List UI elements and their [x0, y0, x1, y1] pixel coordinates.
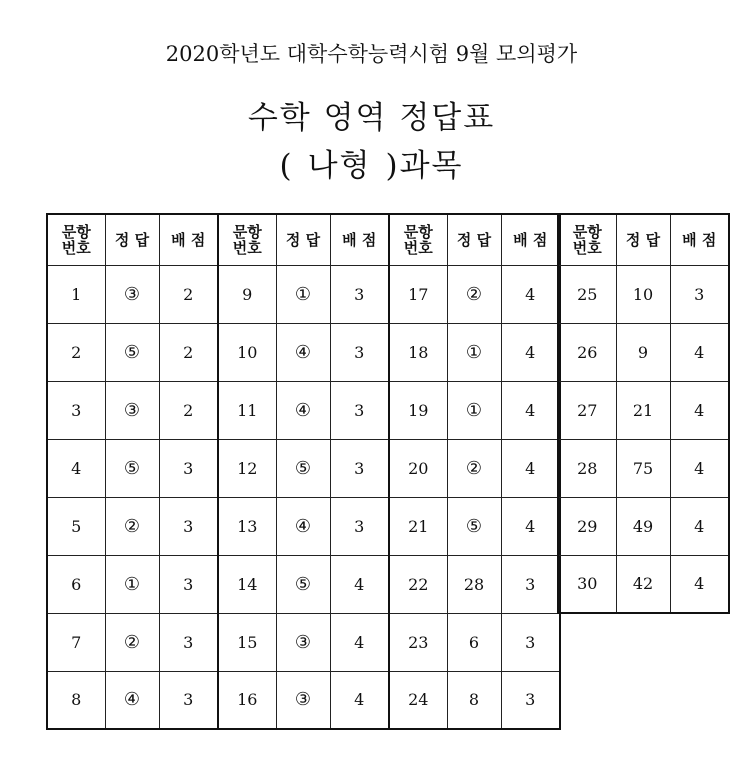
cell-answer: ⑤ [105, 323, 159, 381]
table-row [218, 439, 389, 497]
cell-answer: ⑤ [276, 555, 330, 613]
cell-score: 4 [501, 497, 560, 555]
table-row [47, 381, 218, 439]
cell-score: 3 [159, 671, 218, 729]
header-num: 문항 번호 [389, 214, 447, 265]
cell-answer: ⑤ [105, 439, 159, 497]
cell-num: 17 [389, 265, 447, 323]
cell-num: 26 [558, 323, 616, 381]
header-answer: 정 답 [276, 214, 330, 265]
cell-answer: ① [447, 323, 501, 381]
cell-num: 29 [558, 497, 616, 555]
cell-answer: ③ [276, 613, 330, 671]
header-answer: 정 답 [447, 214, 501, 265]
cell-answer: ⑤ [447, 497, 501, 555]
cell-answer: ③ [105, 381, 159, 439]
cell-num: 22 [389, 555, 447, 613]
cell-score: 3 [159, 613, 218, 671]
answer-group-3 [388, 213, 561, 730]
header-score: 배 점 [501, 214, 560, 265]
cell-score: 3 [670, 265, 729, 323]
cell-num: 21 [389, 497, 447, 555]
table-row [558, 265, 729, 323]
table-row [389, 265, 560, 323]
cell-answer: ② [447, 265, 501, 323]
cell-num: 28 [558, 439, 616, 497]
table-row [389, 497, 560, 555]
cell-score: 3 [159, 439, 218, 497]
cell-num: 2 [47, 323, 105, 381]
cell-score: 4 [670, 555, 729, 613]
cell-answer: ④ [276, 323, 330, 381]
cell-score: 2 [159, 323, 218, 381]
cell-answer: ⑤ [276, 439, 330, 497]
cell-score: 4 [670, 439, 729, 497]
cell-num: 18 [389, 323, 447, 381]
cell-score: 3 [501, 613, 560, 671]
table-row [558, 497, 729, 555]
cell-answer: ③ [105, 265, 159, 323]
cell-answer: 6 [447, 613, 501, 671]
table-row [218, 555, 389, 613]
header-num: 문항 번호 [47, 214, 105, 265]
cell-answer: ① [105, 555, 159, 613]
header-score: 배 점 [159, 214, 218, 265]
table-row [47, 265, 218, 323]
subject-type-open: ( [279, 148, 294, 184]
cell-score: 4 [670, 381, 729, 439]
table-row [389, 671, 560, 729]
table-row [389, 381, 560, 439]
cell-num: 16 [218, 671, 276, 729]
subject-type-close: )과목 [385, 148, 464, 184]
table-row [389, 555, 560, 613]
cell-num: 6 [47, 555, 105, 613]
table-row [218, 265, 389, 323]
table-row [389, 439, 560, 497]
cell-score: 4 [670, 323, 729, 381]
cell-score: 3 [330, 497, 389, 555]
table-row [218, 671, 389, 729]
table-row [218, 381, 389, 439]
header-answer: 정 답 [616, 214, 670, 265]
cell-answer: ④ [276, 381, 330, 439]
cell-num: 19 [389, 381, 447, 439]
cell-score: 3 [159, 555, 218, 613]
cell-num: 7 [47, 613, 105, 671]
answer-group-4 [557, 213, 730, 614]
header-answer: 정 답 [105, 214, 159, 265]
cell-answer: ② [447, 439, 501, 497]
cell-num: 8 [47, 671, 105, 729]
header-num: 문항 번호 [218, 214, 276, 265]
subject-type: 나형 [307, 148, 372, 184]
cell-score: 3 [501, 671, 560, 729]
cell-score: 4 [330, 671, 389, 729]
table-row [218, 497, 389, 555]
table-row [47, 323, 218, 381]
header-score: 배 점 [330, 214, 389, 265]
table-row [218, 613, 389, 671]
cell-num: 1 [47, 265, 105, 323]
cell-score: 2 [159, 265, 218, 323]
cell-score: 4 [501, 381, 560, 439]
cell-answer: ② [105, 497, 159, 555]
table-row [389, 323, 560, 381]
table-row [218, 323, 389, 381]
table-row [389, 613, 560, 671]
cell-score: 4 [330, 555, 389, 613]
exam-title: 2020학년도 대학수학능력시험 9월 모의평가 [165, 42, 578, 66]
cell-score: 4 [501, 439, 560, 497]
subject-type-line [0, 140, 743, 185]
table-row [47, 613, 218, 671]
cell-score: 3 [330, 323, 389, 381]
cell-num: 30 [558, 555, 616, 613]
cell-answer: ① [276, 265, 330, 323]
answer-sheet-title: 수학 영역 정답표 [247, 100, 496, 136]
cell-answer: 28 [447, 555, 501, 613]
header-num: 문항 번호 [558, 214, 616, 265]
cell-answer: ② [105, 613, 159, 671]
cell-score: 4 [501, 323, 560, 381]
cell-score: 3 [159, 497, 218, 555]
cell-answer: 21 [616, 381, 670, 439]
cell-num: 14 [218, 555, 276, 613]
cell-answer: ④ [276, 497, 330, 555]
cell-answer: 75 [616, 439, 670, 497]
cell-num: 20 [389, 439, 447, 497]
table-row [47, 497, 218, 555]
cell-num: 23 [389, 613, 447, 671]
cell-score: 3 [330, 439, 389, 497]
cell-num: 24 [389, 671, 447, 729]
cell-num: 11 [218, 381, 276, 439]
table-row [558, 439, 729, 497]
cell-num: 3 [47, 381, 105, 439]
table-row [558, 555, 729, 613]
table-row [558, 323, 729, 381]
cell-answer: 10 [616, 265, 670, 323]
table-row [558, 381, 729, 439]
cell-num: 12 [218, 439, 276, 497]
cell-answer: ④ [105, 671, 159, 729]
table-row [47, 555, 218, 613]
cell-num: 5 [47, 497, 105, 555]
cell-score: 3 [330, 381, 389, 439]
cell-num: 4 [47, 439, 105, 497]
cell-score: 3 [330, 265, 389, 323]
cell-score: 2 [159, 381, 218, 439]
cell-num: 25 [558, 265, 616, 323]
cell-num: 9 [218, 265, 276, 323]
answer-group-2 [217, 213, 390, 730]
cell-score: 3 [501, 555, 560, 613]
cell-score: 4 [330, 613, 389, 671]
answer-group-1 [46, 213, 219, 730]
cell-num: 15 [218, 613, 276, 671]
cell-num: 10 [218, 323, 276, 381]
table-row [47, 671, 218, 729]
cell-num: 27 [558, 381, 616, 439]
cell-num: 13 [218, 497, 276, 555]
cell-answer: 8 [447, 671, 501, 729]
cell-answer: ③ [276, 671, 330, 729]
cell-answer: 49 [616, 497, 670, 555]
cell-score: 4 [501, 265, 560, 323]
cell-answer: 9 [616, 323, 670, 381]
table-row [47, 439, 218, 497]
header-score: 배 점 [670, 214, 729, 265]
cell-answer: ① [447, 381, 501, 439]
cell-score: 4 [670, 497, 729, 555]
cell-answer: 42 [616, 555, 670, 613]
